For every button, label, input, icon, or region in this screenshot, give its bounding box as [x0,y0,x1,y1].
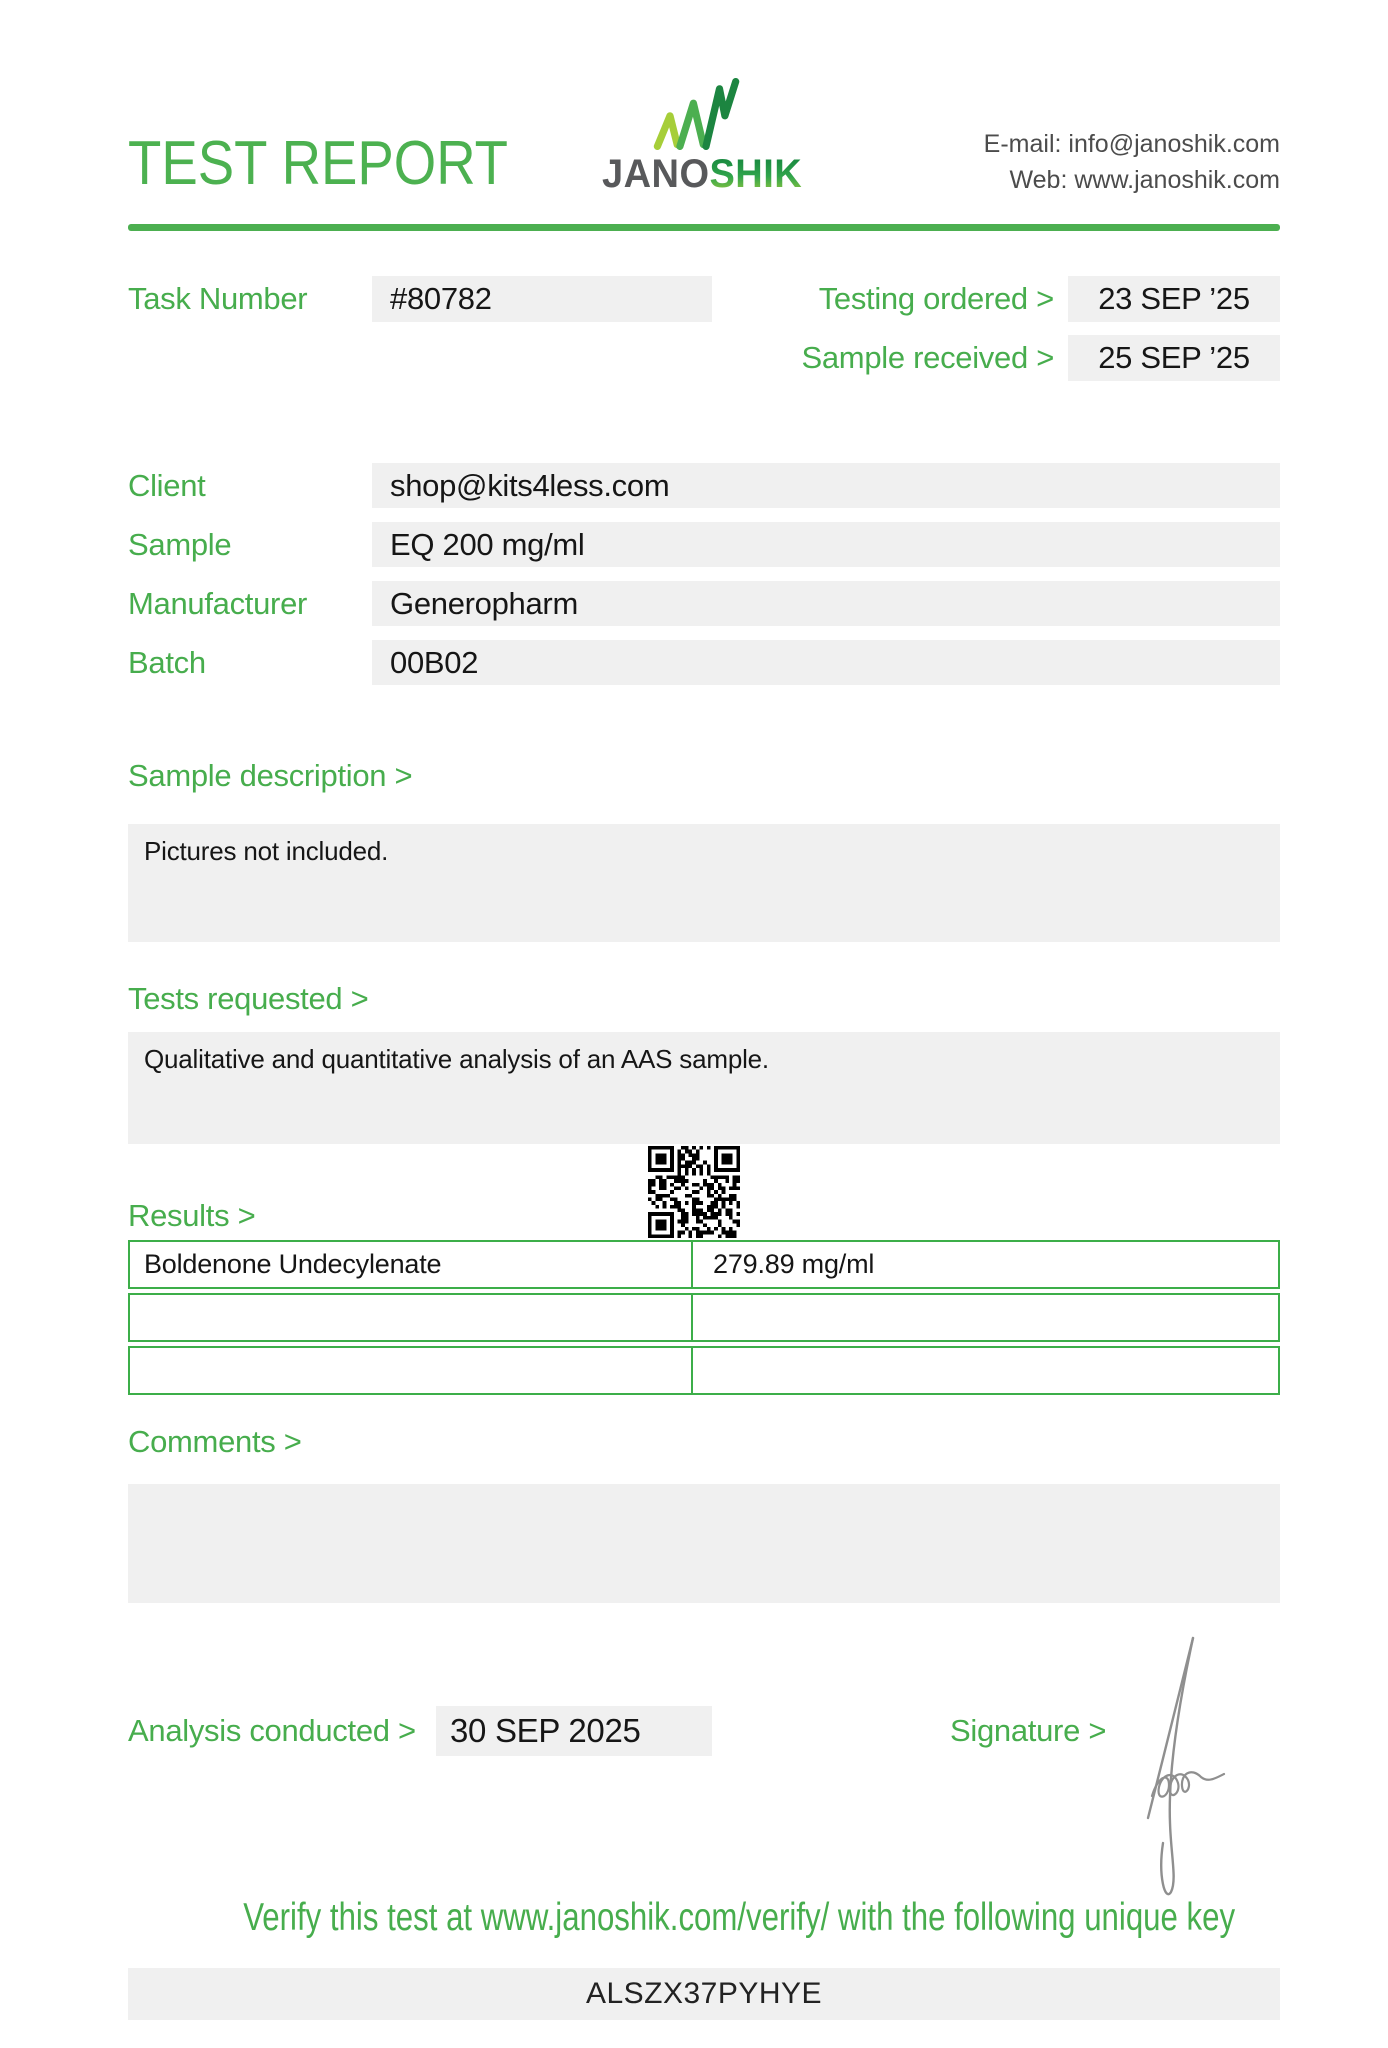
logo-text-shik: SHIK [709,152,803,196]
results-row [128,1240,1280,1289]
email-label: E-mail: [983,130,1062,158]
logo-chart-icon [647,78,747,150]
signature-icon [1118,1628,1238,1908]
task-number-value: #80782 [372,276,712,322]
sample-value: EQ 200 mg/ml [372,522,1280,567]
results-row [128,1346,1280,1395]
client-label: Client [128,468,206,503]
contact-web-line [984,162,1280,198]
tests-requested-box [128,1032,1280,1144]
sample-received-date: 25 SEP ’25 [1068,335,1280,381]
manufacturer-label: Manufacturer [128,586,308,621]
contact-email-line [984,126,1280,162]
web-value: www.janoshik.com [1074,166,1280,194]
result-amount [693,1295,1278,1340]
page-title: TEST REPORT [128,129,508,198]
task-number-label: Task Number [128,281,308,316]
comments-heading: Comments > [128,1424,302,1459]
testing-ordered-label: Testing ordered > [818,281,1054,316]
result-substance: Boldenone Undecylenate [130,1242,693,1287]
comments-box [128,1484,1280,1603]
tests-requested-text: Qualitative and quantitative analysis of an AAS sample. [144,1044,769,1074]
batch-label: Batch [128,645,206,680]
qr-code [648,1146,740,1238]
tests-requested-heading: Tests requested > [128,981,369,1016]
results-heading: Results > [128,1198,256,1233]
contact-info [984,126,1280,198]
logo-wordmark [602,152,803,197]
manufacturer-value: Generopharm [372,581,1280,626]
result-amount: 279.89 mg/ml [713,1249,875,1279]
unique-key: ALSZX37PYHYE [128,1968,1280,2020]
batch-value: 00B02 [372,640,1280,685]
results-table [128,1240,1280,1399]
result-substance [130,1348,693,1393]
sample-label: Sample [128,527,232,562]
sample-description-heading: Sample description > [128,758,413,793]
results-row [128,1293,1280,1342]
verify-instruction: Verify this test at www.janoshik.com/verify/ with the following unique key [243,1896,1236,1939]
web-label: Web: [1009,166,1068,194]
janoshik-logo [597,78,803,197]
client-value: shop@kits4less.com [372,463,1280,508]
sample-description-text: Pictures not included. [144,836,389,866]
logo-text-jano: JANO [602,152,710,196]
header-divider [128,224,1280,231]
signature-label: Signature > [950,1713,1107,1748]
sample-description-box [128,824,1280,942]
analysis-conducted-label: Analysis conducted > [128,1713,416,1748]
sample-received-label: Sample received > [801,340,1054,375]
testing-ordered-date: 23 SEP ’25 [1068,276,1280,322]
result-amount [693,1348,1278,1393]
email-value: info@janoshik.com [1068,130,1280,158]
result-substance [130,1295,693,1340]
analysis-conducted-date: 30 SEP 2025 [436,1706,712,1756]
